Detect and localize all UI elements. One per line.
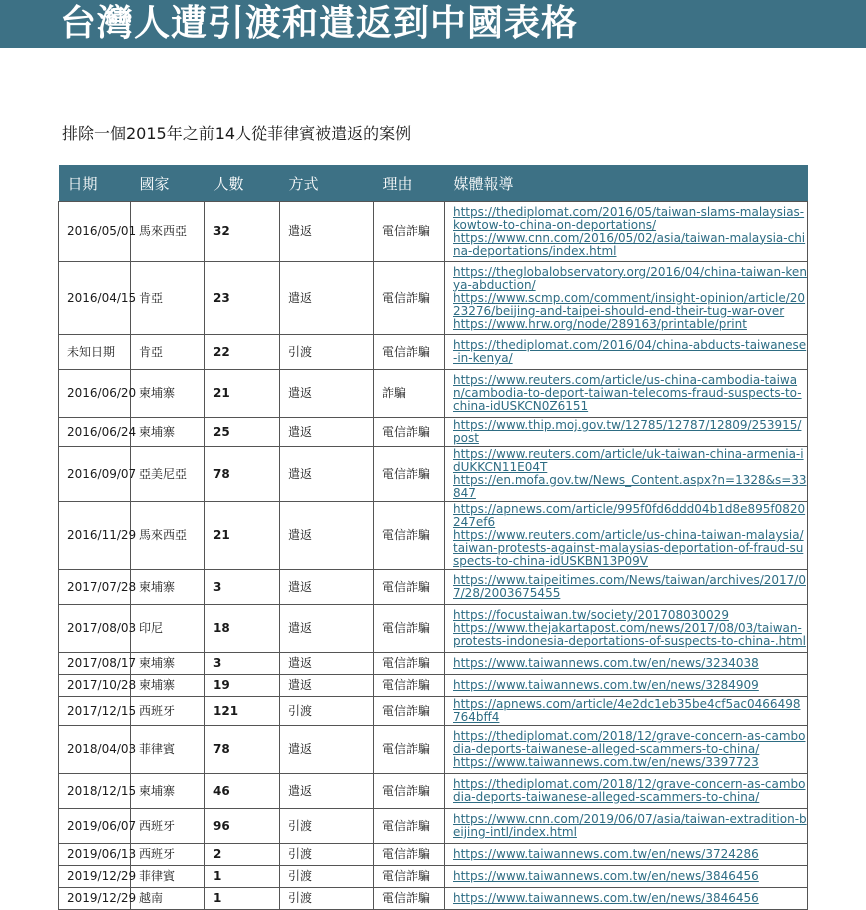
table-header-row [59,165,808,202]
reason-cell: 電信詐騙 [374,774,445,809]
media-cell [445,370,808,418]
table-row [59,697,808,726]
media-link[interactable]: https://apnews.com/article/995f0fd6ddd04b1d8e895f0820247ef6 [453,502,806,529]
count-cell: 46 [205,774,280,809]
count-cell: 2 [205,844,280,866]
count-cell: 78 [205,726,280,774]
media-link[interactable]: https://www.taiwannews.com.tw/en/news/3284909 [453,678,759,692]
reason-cell: 電信詐騙 [374,866,445,888]
media-link[interactable]: https://www.reuters.com/article/us-china-taiwan-malaysia/taiwan-protests-against-malaysias-deportation-of-fraud-suspects-to-china-idUSKBN13P09V [453,528,804,568]
country-cell: 柬埔寨 [131,774,205,809]
country-cell: 馬來西亞 [131,202,205,262]
country-cell: 柬埔寨 [131,418,205,447]
media-link[interactable]: https://www.taiwannews.com.tw/en/news/3846456 [453,891,759,905]
table-row [59,335,808,370]
media-cell [445,418,808,447]
media-link[interactable]: https://thediplomat.com/2016/05/taiwan-slams-malaysias-kowtow-to-china-on-deportations/ [453,204,805,232]
reason-cell: 電信詐騙 [374,262,445,335]
date-cell: 2016/09/07 [59,447,131,502]
media-link[interactable]: https://focustaiwan.tw/society/201708030029 [453,608,729,622]
media-link[interactable]: https://www.reuters.com/article/uk-taiwan-china-armenia-idUKKCN11E04T [453,447,804,474]
table-row [59,502,808,570]
method-cell: 遣返 [280,202,374,262]
date-cell: 2016/04/15 [59,262,131,335]
page-title: 台灣人遭引渡和遣返到中國表格 [60,3,579,44]
media-link[interactable]: https://www.taiwannews.com.tw/en/news/3397723 [453,755,759,769]
media-link[interactable]: https://www.hrw.org/node/289163/printable/print [453,316,747,331]
method-cell: 遣返 [280,774,374,809]
method-cell: 遣返 [280,262,374,335]
count-cell: 22 [205,335,280,370]
table-row [59,202,808,262]
reason-cell: 電信詐騙 [374,726,445,774]
country-cell: 柬埔寨 [131,370,205,418]
media-cell [445,697,808,726]
table-row [59,726,808,774]
method-cell: 引渡 [280,844,374,866]
reason-cell: 電信詐騙 [374,809,445,844]
table-row [59,844,808,866]
date-cell: 2017/12/15 [59,697,131,726]
date-cell: 2018/12/15 [59,774,131,809]
media-cell [445,502,808,570]
method-cell: 遣返 [280,726,374,774]
date-cell: 2016/06/20 [59,370,131,418]
method-cell: 引渡 [280,809,374,844]
table-row [59,774,808,809]
count-cell: 1 [205,888,280,910]
date-cell: 2016/11/29 [59,502,131,570]
reason-cell: 電信詐騙 [374,447,445,502]
table-row [59,262,808,335]
table-row [59,866,808,888]
date-cell: 2019/06/07 [59,809,131,844]
reason-cell: 電信詐騙 [374,335,445,370]
media-link[interactable]: https://thediplomat.com/2016/04/china-abducts-taiwanese-in-kenya/ [453,338,807,365]
media-cell [445,605,808,653]
count-cell: 96 [205,809,280,844]
media-cell [445,726,808,774]
reason-cell: 電信詐騙 [374,202,445,262]
count-cell: 32 [205,202,280,262]
reason-cell: 電信詐騙 [374,653,445,675]
method-cell: 引渡 [280,888,374,910]
method-cell: 遣返 [280,570,374,605]
reason-cell: 電信詐騙 [374,502,445,570]
country-cell: 西班牙 [131,809,205,844]
title-banner [0,0,866,48]
media-cell [445,570,808,605]
media-cell [445,447,808,502]
header-media: 媒體報導 [445,165,808,202]
date-cell: 2017/10/28 [59,675,131,697]
page-subtitle: 排除一個2015年之前14人從菲律賓被遣返的案例 [62,124,412,143]
count-cell: 121 [205,697,280,726]
media-link[interactable]: https://www.taipeitimes.com/News/taiwan/archives/2017/07/28/2003675455 [453,573,806,600]
reason-cell: 電信詐騙 [374,570,445,605]
reason-cell: 電信詐騙 [374,888,445,910]
country-cell: 印尼 [131,605,205,653]
method-cell: 遣返 [280,502,374,570]
media-cell [445,262,808,335]
country-cell: 菲律賓 [131,866,205,888]
country-cell: 馬來西亞 [131,502,205,570]
date-cell: 2017/08/17 [59,653,131,675]
media-cell [445,675,808,697]
reason-cell: 電信詐騙 [374,418,445,447]
media-cell [445,809,808,844]
country-cell: 西班牙 [131,697,205,726]
media-link[interactable]: https://www.thip.moj.gov.tw/12785/12787/12809/253915/post [453,418,802,445]
count-cell: 23 [205,262,280,335]
count-cell: 3 [205,570,280,605]
country-cell: 肯亞 [131,335,205,370]
country-cell: 亞美尼亞 [131,447,205,502]
count-cell: 18 [205,605,280,653]
media-link[interactable]: https://theglobalobservatory.org/2016/04/china-taiwan-kenya-abduction/ [453,264,807,292]
table-row [59,447,808,502]
count-cell: 3 [205,653,280,675]
media-link[interactable]: https://www.taiwannews.com.tw/en/news/3724286 [453,847,759,861]
table-row [59,570,808,605]
date-cell: 2017/07/28 [59,570,131,605]
reason-cell: 電信詐騙 [374,675,445,697]
count-cell: 21 [205,370,280,418]
date-cell: 2016/05/01 [59,202,131,262]
media-link[interactable]: https://www.scmp.com/comment/insight-opinion/article/2023276/beijing-and-taipei-should-end-their-tug-war-over [453,290,806,318]
date-cell: 2017/08/03 [59,605,131,653]
country-cell: 肯亞 [131,262,205,335]
count-cell: 1 [205,866,280,888]
media-cell [445,653,808,675]
media-link[interactable]: https://www.taiwannews.com.tw/en/news/3846456 [453,869,759,883]
country-cell: 柬埔寨 [131,653,205,675]
table-row [59,418,808,447]
date-cell: 2019/12/29 [59,888,131,910]
media-cell [445,844,808,866]
count-cell: 19 [205,675,280,697]
table-row [59,809,808,844]
media-cell [445,202,808,262]
media-link[interactable]: https://en.mofa.gov.tw/News_Content.aspx?n=1328&s=33847 [453,473,807,500]
count-cell: 21 [205,502,280,570]
media-link[interactable]: https://www.cnn.com/2019/06/07/asia/taiwan-extradition-beijing-intl/index.html [453,812,807,839]
media-cell [445,888,808,910]
method-cell: 遣返 [280,653,374,675]
method-cell: 遣返 [280,370,374,418]
country-cell: 柬埔寨 [131,675,205,697]
media-cell [445,866,808,888]
table-row [59,370,808,418]
country-cell: 西班牙 [131,844,205,866]
method-cell: 遣返 [280,418,374,447]
method-cell: 遣返 [280,605,374,653]
cases-table [58,165,808,910]
media-cell [445,335,808,370]
media-link[interactable]: https://thediplomat.com/2018/12/grave-concern-as-cambodia-deports-taiwanese-alleged-scammers-to-china/ [453,777,806,804]
country-cell: 菲律賓 [131,726,205,774]
method-cell: 引渡 [280,335,374,370]
method-cell: 引渡 [280,866,374,888]
reason-cell: 電信詐騙 [374,844,445,866]
count-cell: 25 [205,418,280,447]
count-cell: 78 [205,447,280,502]
header-count: 人數 [205,165,280,202]
method-cell: 遣返 [280,675,374,697]
media-link[interactable]: https://www.cnn.com/2016/05/02/asia/taiwan-malaysia-china-deportations/index.html [453,230,806,258]
table-row [59,653,808,675]
reason-cell: 詐騙 [374,370,445,418]
header-reason: 理由 [374,165,445,202]
media-link[interactable]: https://www.taiwannews.com.tw/en/news/3234038 [453,656,759,670]
header-date: 日期 [59,165,131,202]
date-cell: 2016/06/24 [59,418,131,447]
date-cell: 2018/04/03 [59,726,131,774]
country-cell: 柬埔寨 [131,570,205,605]
header-country: 國家 [131,165,205,202]
table-row [59,888,808,910]
table-body [59,202,808,910]
media-cell [445,774,808,809]
method-cell: 引渡 [280,697,374,726]
media-link[interactable]: https://www.thejakartapost.com/news/2017/08/03/taiwan-protests-indonesia-deportations-of-suspects-to-china-.html [453,621,806,648]
reason-cell: 電信詐騙 [374,697,445,726]
method-cell: 遣返 [280,447,374,502]
date-cell: 2019/06/13 [59,844,131,866]
date-cell: 未知日期 [59,335,131,370]
header-method: 方式 [280,165,374,202]
reason-cell: 電信詐騙 [374,605,445,653]
table-row [59,605,808,653]
table-row [59,675,808,697]
date-cell: 2019/12/29 [59,866,131,888]
media-link[interactable]: https://thediplomat.com/2018/12/grave-concern-as-cambodia-deports-taiwanese-alleged-scammers-to-china/ [453,729,806,756]
media-link[interactable]: https://apnews.com/article/4e2dc1eb35be4cf5ac0466498764bff4 [453,697,801,724]
country-cell: 越南 [131,888,205,910]
media-link[interactable]: https://www.reuters.com/article/us-china-cambodia-taiwan/cambodia-to-deport-taiwan-telecoms-fraud-suspects-to-china-idUSKCN0Z6151 [453,373,802,413]
